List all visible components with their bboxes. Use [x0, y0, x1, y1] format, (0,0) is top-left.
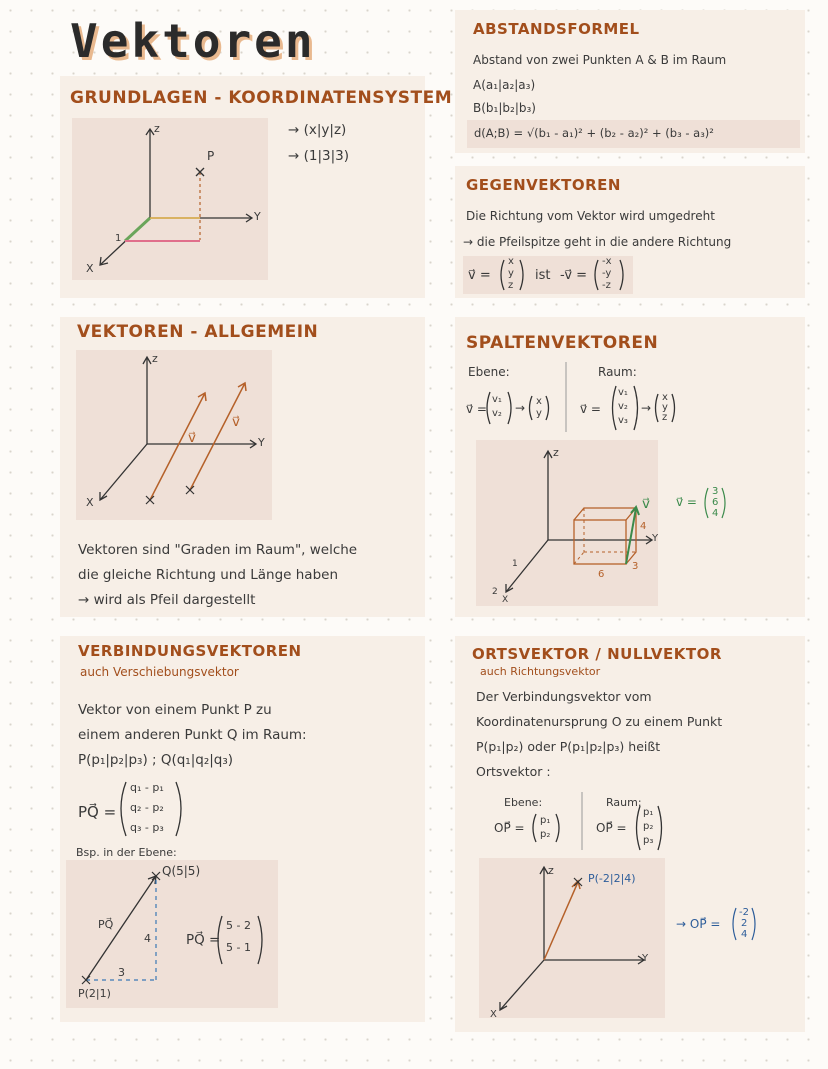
gegen-text-1: Die Richtung vom Vektor wird umgedreht [466, 209, 715, 223]
abstand-text-1: Abstand von zwei Punkten A & B im Raum [473, 53, 727, 67]
verbindung-title: VERBINDUNGSVEKTOREN [78, 642, 302, 660]
pq-result-lhs: PQ⃗ = [186, 932, 221, 948]
grundlagen-title: GRUNDLAGEN - KOORDINATENSYSTEM [70, 88, 453, 108]
orts-point-label: P(-2|2|4) [588, 872, 636, 885]
verbindung-text-2: einem anderen Punkt Q im Raum: [78, 727, 307, 743]
orts-e-row-1: p₁ [540, 815, 551, 826]
verbindung-subtitle: auch Verschiebungsvektor [80, 665, 239, 679]
spalten-r-s2: y [662, 402, 668, 413]
pq-result-row-2: 5 - 1 [226, 941, 251, 954]
axis-z-label: z [154, 122, 160, 135]
spalten-e-s2: y [536, 408, 542, 419]
spalten-e-row-2: v₂ [492, 408, 502, 419]
gegen-title: GEGENVEKTOREN [466, 176, 621, 194]
v-row-3: z [508, 280, 514, 291]
axis-x-label: X [86, 262, 94, 275]
vector-label-1: v⃗ [188, 430, 196, 446]
point-label: P [207, 149, 215, 163]
v-row-1: x [508, 256, 514, 267]
abstand-text-2: A(a₁|a₂|a₃) [473, 78, 536, 92]
abstand-title: ABSTANDSFORMEL [473, 20, 640, 38]
pq-formula-row-1: q₁ - p₁ [130, 781, 164, 794]
spalten-r-row-2: v₂ [618, 401, 628, 412]
spalten-vector-label: v⃗ [642, 496, 650, 512]
dy-label: 4 [144, 932, 151, 945]
orts-text-3: P(p₁|p₂) oder P(p₁|p₂|p₃) heißt [476, 739, 661, 754]
spalten-r-lhs: v⃗ = [580, 402, 601, 416]
orts-e-lhs: OP⃗ = [494, 821, 525, 835]
example-label: Bsp. in der Ebene: [76, 846, 177, 859]
coord-note-2: → (1|3|3) [288, 148, 350, 164]
edge-4-label: 4 [640, 521, 647, 532]
orts-text-2: Koordinatenursprung O zu einem Punkt [476, 714, 723, 729]
pq-formula-lhs: PQ⃗ = [78, 803, 117, 821]
pq-formula-row-2: q₂ - p₂ [130, 801, 164, 814]
q-label: Q(5|5) [162, 864, 201, 878]
orts-result-row-3: 4 [741, 929, 748, 940]
orts-ebene: Ebene: [504, 796, 543, 809]
abstand-formula: d(A;B) = √(b₁ - a₁)² + (b₂ - a₂)² + (b₃ - a₃)² [474, 126, 714, 140]
edge-3-label: 3 [632, 561, 639, 572]
spalten-result-row-3: 4 [712, 508, 719, 519]
spalten-r-s1: x [662, 392, 668, 403]
spalten-r-s3: z [662, 412, 668, 423]
verbindung-text-1: Vektor von einem Punkt P zu [78, 702, 272, 718]
v-row-2: y [508, 268, 514, 279]
orts-raum: Raum: [606, 796, 642, 809]
ist-label: ist [535, 268, 551, 283]
allgemein-text-3: → wird als Pfeil dargestellt [78, 592, 256, 608]
spalten-e-row-1: v₁ [492, 394, 502, 405]
orts-r-lhs: OP⃗ = [596, 821, 627, 835]
axis-y-label: Y [258, 436, 265, 449]
pq-result-row-1: 5 - 2 [226, 919, 251, 932]
orts-e-row-2: p₂ [540, 829, 551, 840]
axis-x-label: X [490, 1009, 497, 1020]
spalten-r-arrow: → [641, 401, 652, 415]
axis-y-label: Y [652, 533, 659, 544]
neg-v-row-1: -x [602, 256, 612, 267]
axis-z-label: z [553, 446, 559, 459]
axis-x-label: X [86, 496, 94, 509]
orts-r-row-3: p₃ [643, 835, 654, 846]
p-label: P(2|1) [78, 987, 111, 1000]
spalten-e-lhs: v⃗ = [466, 402, 487, 416]
neg-v-row-2: -y [602, 268, 612, 279]
orts-text-1: Der Verbindungsvektor vom [476, 689, 652, 704]
axis-y-label: Y [254, 210, 261, 223]
spalten-result-row-2: 6 [712, 497, 719, 508]
spalten-result-row-1: 3 [712, 486, 719, 497]
vector-label-2: v⃗ [232, 414, 240, 430]
pq-vector-label: PQ⃗ [98, 918, 114, 931]
allgemein-text-2: die gleiche Richtung und Länge haben [78, 567, 338, 583]
orts-subtitle: auch Richtungsvektor [480, 665, 601, 678]
orts-title: ORTSVEKTOR / NULLVEKTOR [472, 645, 722, 663]
spalten-e-arrow: → [515, 401, 526, 415]
gegen-text-2: → die Pfeilspitze geht in die andere Richtung [463, 235, 732, 249]
neg-v-lhs: -v⃗ = [560, 268, 588, 283]
dx-label: 3 [118, 966, 125, 979]
axis-z-label: z [548, 864, 554, 877]
orts-text-4: Ortsvektor : [476, 764, 551, 779]
allgemein-title: VEKTOREN - ALLGEMEIN [77, 322, 319, 342]
allgemein-text-1: Vektoren sind "Graden im Raum", welche [78, 542, 358, 558]
orts-result-row-2: 2 [741, 918, 748, 929]
v-lhs: v⃗ = [468, 268, 491, 283]
orts-result-row-1: -2 [739, 907, 749, 918]
verbindung-text-3: P(p₁|p₂|p₃) ; Q(q₁|q₂|q₃) [78, 752, 234, 768]
edge-6-label: 6 [598, 569, 605, 580]
spalten-e-s1: x [536, 396, 542, 407]
abstand-text-3: B(b₁|b₂|b₃) [473, 101, 536, 115]
coord-note-1: → (x|y|z) [288, 122, 347, 138]
tick-2-label: 2 [492, 587, 498, 597]
tick-label: 1 [115, 233, 122, 244]
tick-1-label: 1 [512, 559, 518, 569]
orts-result-lhs: → OP⃗ = [676, 917, 721, 931]
spalten-result-lhs: v⃗ = [676, 495, 697, 509]
axis-y-label: Y [642, 953, 649, 964]
spalten-raum: Raum: [598, 365, 637, 379]
orts-r-row-2: p₂ [643, 821, 654, 832]
orts-r-row-1: p₁ [643, 807, 654, 818]
axis-x-label: X [502, 595, 509, 605]
spalten-r-row-1: v₁ [618, 387, 628, 398]
spalten-title: SPALTENVEKTOREN [466, 333, 659, 353]
spalten-ebene: Ebene: [468, 365, 510, 379]
page-title: Vektoren [70, 14, 316, 68]
axis-z-label: z [152, 352, 158, 365]
neg-v-row-3: -z [602, 280, 611, 291]
pq-formula-row-3: q₃ - p₃ [130, 821, 164, 834]
spalten-r-row-3: v₃ [618, 415, 628, 426]
